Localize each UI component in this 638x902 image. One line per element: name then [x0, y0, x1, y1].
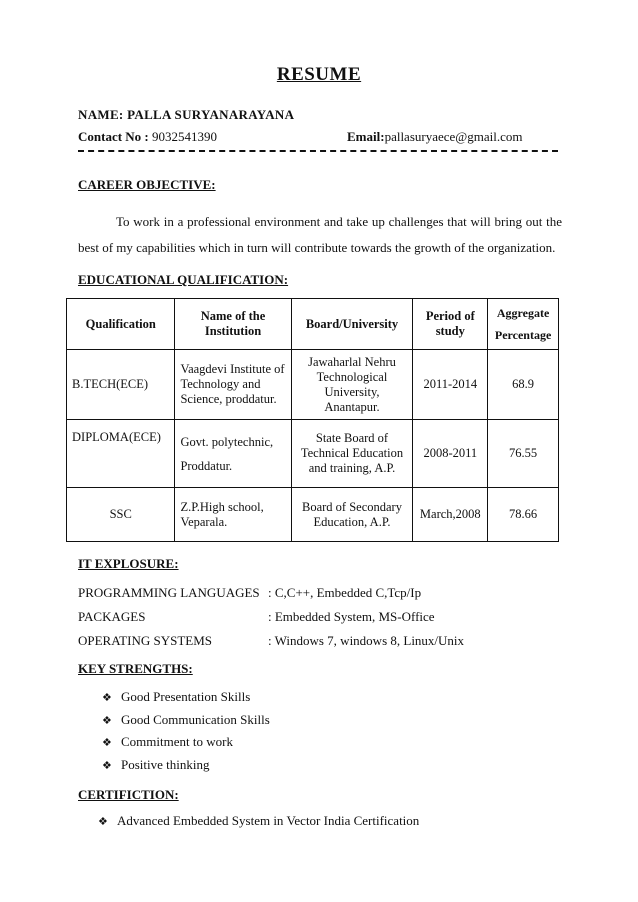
diamond-bullet-icon: ❖ [102, 759, 112, 772]
col-qualification: Qualification [67, 299, 175, 350]
email-line [347, 129, 523, 145]
it-item-label: PACKAGES [78, 609, 146, 624]
dashed-divider [78, 150, 558, 152]
it-item-value: : C,C++, Embedded C,Tcp/Ip [268, 585, 422, 600]
diamond-bullet-icon: ❖ [102, 714, 112, 727]
education-table [66, 298, 559, 542]
institution-cell: Vaagdevi Institute of Technology and Science, proddatur. [175, 350, 291, 420]
name-label: NAME: [78, 107, 124, 122]
education-heading: EDUCATIONAL QUALIFICATION: [78, 272, 289, 287]
col-aggregate: Aggregate Percentage [488, 299, 559, 350]
col-institution: Name of the Institution [175, 299, 291, 350]
contact-line [78, 129, 217, 145]
name-line [78, 107, 294, 123]
contact-label: Contact No : [78, 129, 149, 144]
it-exposure-heading: IT EXPLOSURE: [78, 556, 179, 571]
list-item [102, 686, 270, 709]
period-cell: 2011-2014 [413, 350, 488, 420]
qualification-cell: B.TECH(ECE) [67, 350, 175, 420]
list-item [102, 754, 270, 777]
table-row [67, 420, 559, 488]
qualification-cell: SSC [67, 488, 175, 542]
table-header-row [67, 299, 559, 350]
it-item [78, 633, 464, 649]
col-board: Board/University [291, 299, 413, 350]
key-strengths-heading: KEY STRENGTHS: [78, 661, 193, 676]
diamond-bullet-icon: ❖ [98, 816, 108, 828]
table-row [67, 350, 559, 420]
period-cell: March,2008 [413, 488, 488, 542]
career-objective-heading: CAREER OBJECTIVE: [78, 177, 216, 192]
contact-number: 9032541390 [152, 129, 218, 144]
applicant-name: PALLA SURYANARAYANA [127, 107, 295, 122]
aggregate-cell: 78.66 [488, 488, 559, 542]
list-item [102, 731, 270, 754]
list-item [102, 709, 270, 732]
aggregate-cell: 68.9 [488, 350, 559, 420]
strengths-list [102, 686, 270, 776]
certification-text: Advanced Embedded System in Vector India Certification [117, 813, 420, 828]
board-cell: Jawaharlal Nehru Technological University, Anantapur. [291, 350, 413, 420]
it-item [78, 609, 435, 625]
list-item [98, 810, 419, 833]
institution-cell: Govt. polytechnic, Proddatur. [175, 420, 291, 488]
certification-list [98, 810, 419, 833]
strength-text: Positive thinking [121, 756, 210, 772]
email-label: Email: [347, 129, 385, 144]
strength-text: Good Presentation Skills [121, 689, 251, 704]
certification-heading: CERTIFICTION: [78, 787, 179, 802]
strength-text: Good Communication Skills [121, 711, 270, 727]
email-address: pallasuryaece@gmail.com [384, 129, 523, 144]
it-item-label: PROGRAMMING LANGUAGES [78, 585, 260, 600]
table-row [67, 488, 559, 542]
strength-text: Commitment to work [121, 734, 233, 749]
institution-cell: Z.P.High school, Veparala. [175, 488, 291, 542]
it-item-value: : Embedded System, MS-Office [268, 609, 435, 624]
board-cell: State Board of Technical Education and training, A.P. [291, 420, 413, 488]
col-period: Period of study [413, 299, 488, 350]
diamond-bullet-icon: ❖ [102, 692, 112, 704]
it-item [78, 585, 421, 601]
it-item-value: : Windows 7, windows 8, Linux/Unix [268, 633, 465, 648]
aggregate-cell: 76.55 [488, 420, 559, 488]
board-cell: Board of Secondary Education, A.P. [291, 488, 413, 542]
it-item-label: OPERATING SYSTEMS [78, 633, 212, 648]
diamond-bullet-icon: ❖ [102, 737, 112, 749]
resume-title: RESUME [276, 64, 362, 85]
career-objective-text: To work in a professional environment and take up challenges that will bring out the best of my capabilities which in turn will contribute towards the growth of the organization. [78, 214, 562, 255]
qualification-cell: DIPLOMA(ECE) [67, 420, 175, 488]
period-cell: 2008-2011 [413, 420, 488, 488]
